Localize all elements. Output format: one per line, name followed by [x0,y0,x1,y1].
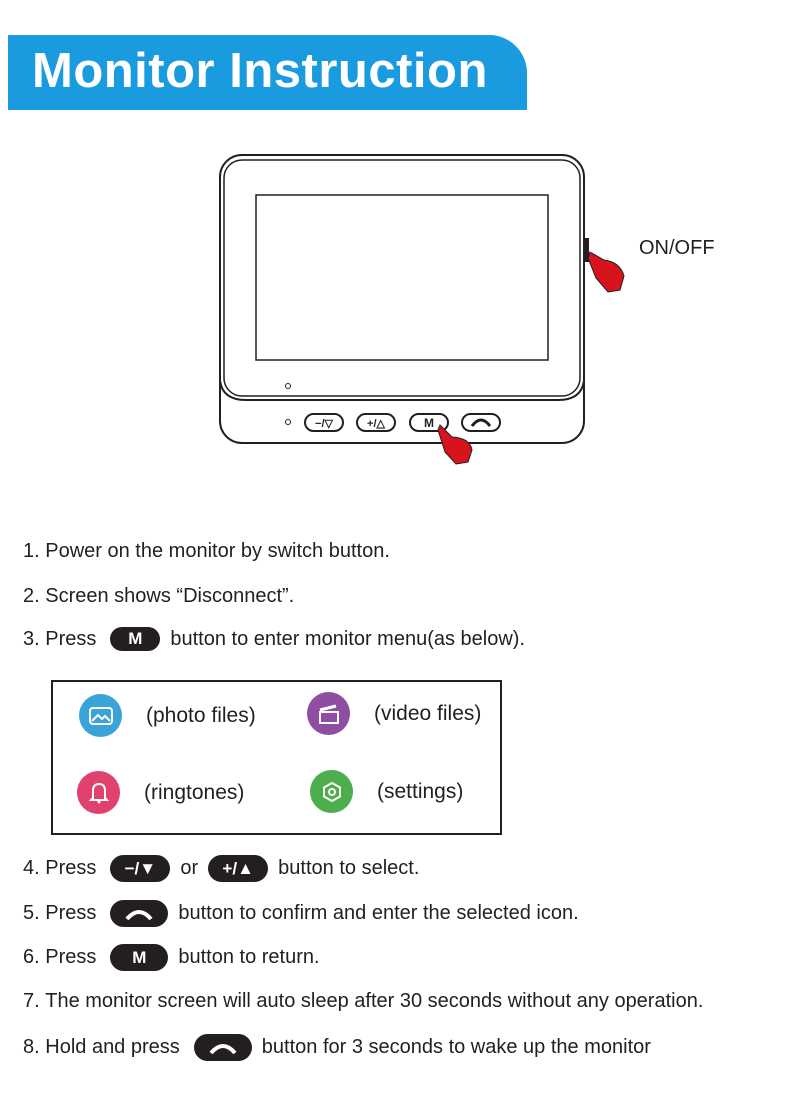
step-1: 1. Power on the monitor by switch button. [23,540,390,562]
phone-button-icon [110,900,168,927]
button-label: M [424,416,434,430]
step-4: 4. Press −/▼ or +/▲ button to select. [23,855,419,882]
minus-down-button-icon: −/▼ [110,855,170,882]
hand-pointer-icon [588,252,624,292]
step-8: 8. Hold and press button for 3 seconds to wake up the monitor [23,1034,651,1061]
monitor-screen [256,195,548,360]
page-title: Monitor Instruction [32,44,488,98]
phone-button-icon [194,1034,252,1061]
step-3: 3. Press M button to enter monitor menu(as below). [23,627,526,650]
step-5: 5. Press button to confirm and enter the selected icon. [23,900,579,927]
step-6: 6. Press M button to return. [23,944,320,971]
menu-item-photo: (photo files) [79,694,256,737]
phone-button [462,414,500,431]
plus-up-button-icon: +/▲ [208,855,268,882]
monitor-menu [51,680,502,835]
m-button-icon: M [110,627,160,651]
bell-icon [77,771,120,814]
power-label: ON/OFF [639,237,715,259]
step-2: 2. Screen shows “Disconnect”. [23,585,295,607]
m-button-icon: M [110,944,168,971]
menu-item-ringtones: (ringtones) [77,771,244,814]
menu-item-settings: (settings) [310,770,463,813]
button-label: −/▽ [315,418,333,430]
settings-icon [310,770,353,813]
photo-icon [79,694,122,737]
menu-item-video: (video files) [307,692,481,735]
video-icon [307,692,350,735]
button-label: +/△ [367,418,385,430]
step-7: 7. The monitor screen will auto sleep after 30 seconds without any operation. [23,990,704,1012]
